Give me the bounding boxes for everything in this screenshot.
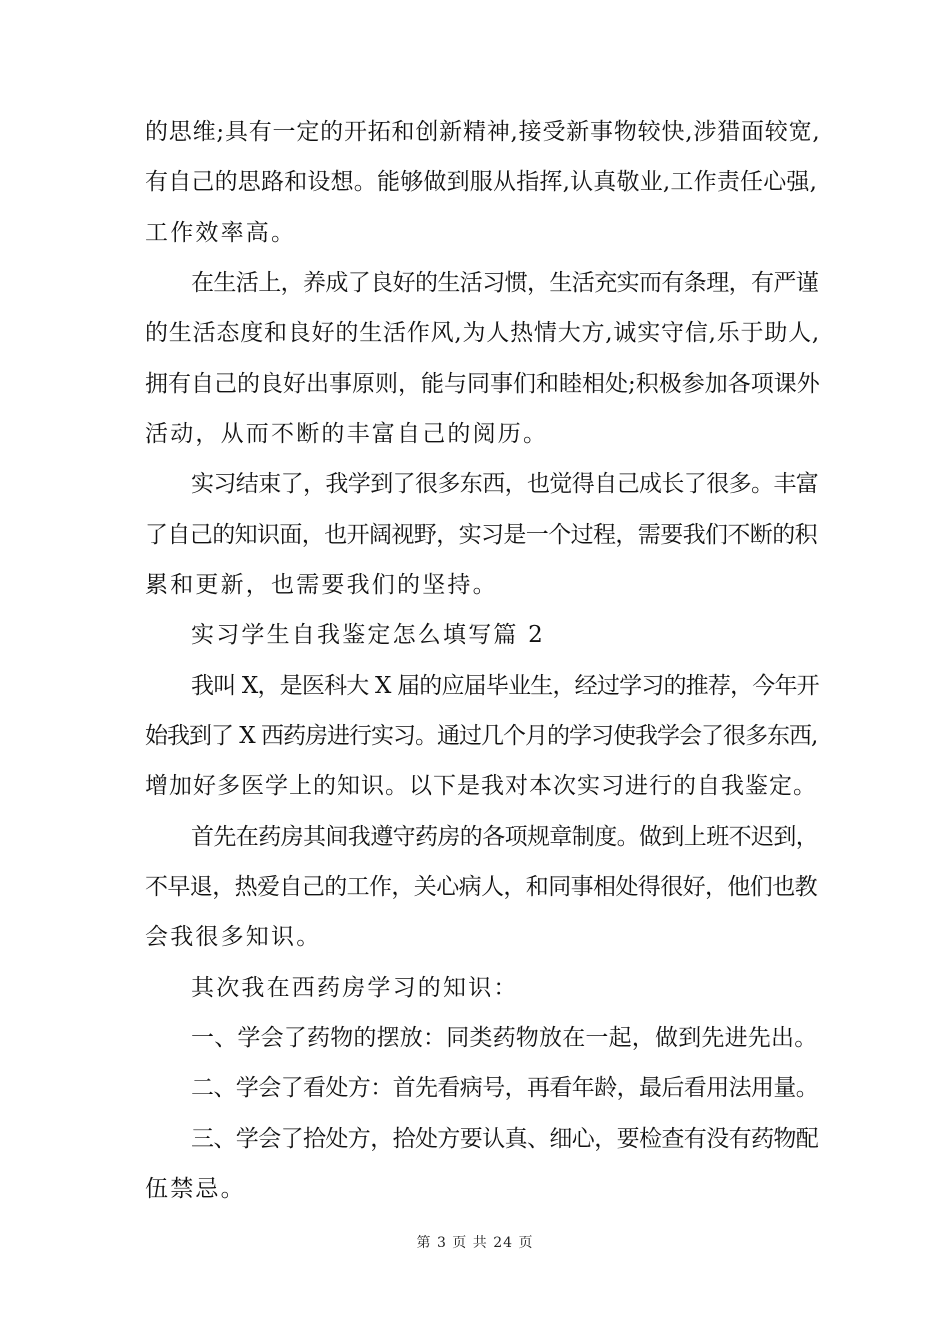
paragraph-line: 活动，从而不断的丰富自己的阅历。 <box>145 421 549 447</box>
paragraph-line: 不早退，热爱自己的工作，关心病人，和同事相处得很好，他们也教 <box>145 874 818 900</box>
paragraph-line: 工作效率高。 <box>145 220 297 246</box>
list-item: 一、学会了药物的摆放：同类药物放在一起，做到先进先出。 <box>191 1025 818 1051</box>
paragraph-line: 的思维;具有一定的开拓和创新精神,接受新事物较快,涉猎面较宽, <box>145 119 821 145</box>
paragraph-line: 累和更新，也需要我们的坚持。 <box>145 572 498 598</box>
paragraph-line: 有自己的思路和设想。能够做到服从指挥,认真敬业,工作责任心强, <box>145 169 818 195</box>
list-item: 三、学会了拾处方，拾处方要认真、细心，要检查有没有药物配 <box>191 1126 819 1152</box>
paragraph-line: 增加好多医学上的知识。以下是我对本次实习进行的自我鉴定。 <box>145 773 817 799</box>
paragraph-line: 首先在药房其间我遵守药房的各项规章制度。做到上班不迟到， <box>191 824 819 850</box>
list-item: 伍禁忌。 <box>145 1176 246 1202</box>
paragraph-line: 会我很多知识。 <box>145 924 322 950</box>
page-number: 第 3 页 共 24 页 <box>416 1235 534 1251</box>
paragraph-line: 始我到了 X 西药房进行实习。通过几个月的学习使我学会了很多东西, <box>145 723 818 749</box>
paragraph-line: 了自己的知识面，也开阔视野，实习是一个过程，需要我们不断的积 <box>145 522 818 548</box>
section-heading: 实习学生自我鉴定怎么填写篇 2 <box>191 622 545 648</box>
paragraph-line: 拥有自己的良好出事原则，能与同事们和睦相处;积极参加各项课外 <box>145 371 820 397</box>
paragraph-line: 在生活上，养成了良好的生活习惯，生活充实而有条理，有严谨 <box>191 270 819 296</box>
list-item: 二、学会了看处方：首先看病号，再看年龄，最后看用法用量。 <box>191 1075 819 1101</box>
paragraph-line: 我叫 X，是医科大 X 届的应届毕业生，经过学习的推荐，今年开 <box>191 673 819 699</box>
paragraph-line: 实习结束了，我学到了很多东西，也觉得自己成长了很多。丰富 <box>191 471 819 497</box>
paragraph-line: 其次我在西药房学习的知识： <box>191 975 519 1001</box>
paragraph-line: 的生活态度和良好的生活作风,为人热情大方,诚实守信,乐于助人, <box>145 320 821 346</box>
